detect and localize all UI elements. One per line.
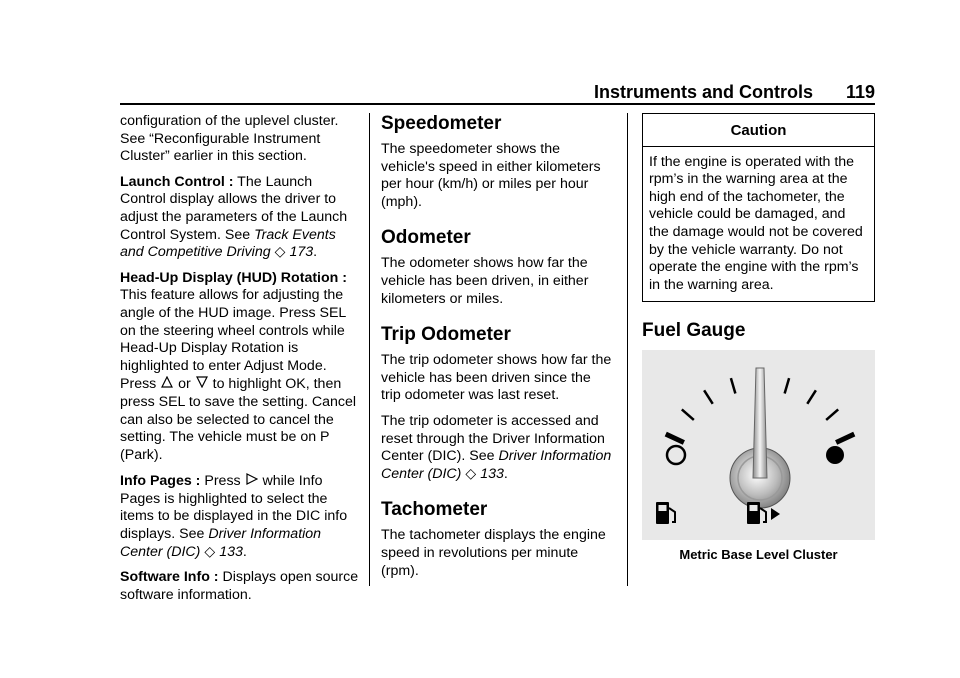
heading-speedometer: Speedometer <box>381 113 502 134</box>
caution-box <box>642 113 875 302</box>
page-ref-icon: ◇ <box>465 465 477 482</box>
fuel-gauge-icon <box>642 350 875 540</box>
paragraph-speedometer: The speedometer shows the vehicle's speed in either kilometers per hour (km/h) or miles per hour (mph). <box>381 141 601 210</box>
caution-text: If the engine is operated with the rpm’s in the warning area at the high end of the tachometer, the vehicle could be damaged, and the damage would not be covered by the vehicle warranty. Do not operate the engine with the rpm’s in the warning area. <box>649 153 863 293</box>
link-dic[interactable]: Driver Information Center (DIC) <box>381 448 612 482</box>
page-ref-number[interactable]: 133 <box>480 465 504 482</box>
section-title: Instruments and Controls <box>593 82 813 102</box>
text: to highlight OK, then press SEL to save the setting. Cancel can also be selected to cancel the setting. The vehicle must be on P (Park). <box>120 376 357 463</box>
paragraph-trip-1: The trip odometer shows how far the vehicle has been driven since the trip odometer was last reset. <box>381 352 612 404</box>
figure-caption: Metric Base Level Cluster <box>679 547 838 563</box>
fuel-gauge-illustration <box>642 350 875 540</box>
column-divider <box>369 113 370 586</box>
paragraph-hud-rotation <box>120 270 360 465</box>
link-track-events[interactable]: Track Events and Competitive Driving <box>120 226 336 261</box>
heading-odometer: Odometer <box>381 227 471 249</box>
paragraph-trip-2: The trip odometer is accessed and reset through the Driver Information Center (DIC). See Driver Information Center (DIC) ◇ 133. <box>381 412 612 482</box>
text: or <box>174 376 195 393</box>
text: The trip odometer is accessed and reset through the Driver Information Center (DIC). See <box>381 412 605 465</box>
text: Displays open source software information. <box>120 569 359 603</box>
page-ref-icon: ◇ <box>204 543 216 560</box>
text: This feature allows for adjusting the angle of the HUD image. Press SEL on the steering wheel controls while Head-Up Display Rotation is highlighted to enter Adjust Mode. Press <box>120 287 346 393</box>
column-right <box>642 113 875 564</box>
term-software-info: Software Info : <box>120 569 219 586</box>
caution-body <box>643 147 874 302</box>
header-rule <box>120 103 875 105</box>
column-left <box>120 113 360 612</box>
link-dic[interactable]: Driver Information Center (DIC) <box>120 526 322 560</box>
down-arrow-icon <box>195 375 209 393</box>
heading-fuel-gauge: Fuel Gauge <box>642 320 746 342</box>
caution-title: Caution <box>643 114 874 147</box>
paragraph-launch-control: Launch Control : The Launch Control display allows the driver to adjust the parameters of the Launch Control System. See Track Events and Competitive Driving ◇ 173. <box>120 173 348 261</box>
text: while Info Pages is highlighted to select the items to be displayed in the DIC info displays. See <box>120 473 348 543</box>
page-number: 119 <box>845 82 875 102</box>
page-ref-icon: ◇ <box>274 244 286 261</box>
column-middle <box>381 113 613 588</box>
term-hud-rotation: Head-Up Display (HUD) Rotation : <box>120 269 347 286</box>
term-info-pages: Info Pages : <box>120 473 201 490</box>
paragraph-software-info <box>120 569 360 604</box>
paragraph-info-pages: Info Pages : Press while Info Pages is highlighted to select the items to be displayed in the DIC info displays. See Driver Information Center (DIC) ◇ 133. <box>120 473 348 560</box>
text: Press <box>200 473 245 490</box>
term-launch-control: Launch Control : <box>120 173 234 190</box>
paragraph-tachometer: The tachometer displays the engine speed in revolutions per minute (rpm). <box>381 527 606 579</box>
paragraph-odometer: The odometer shows how far the vehicle has been driven, in either kilometers or miles. <box>381 255 589 307</box>
text: configuration of the uplevel cluster. See “Reconfigurable Instrument Cluster” earlier in this section. <box>120 113 339 165</box>
right-arrow-icon <box>245 472 259 490</box>
heading-trip-odometer: Trip Odometer <box>381 324 511 346</box>
page-ref-number[interactable]: 133 <box>219 543 243 560</box>
text: The Launch Control display allows the driver to adjust the parameters of the Launch Control System. See <box>120 173 348 243</box>
paragraph-cluster <box>120 113 360 166</box>
up-arrow-icon <box>160 375 174 393</box>
column-divider <box>627 113 628 586</box>
heading-tachometer: Tachometer <box>381 499 488 521</box>
page-ref-number[interactable]: 173 <box>289 244 314 261</box>
